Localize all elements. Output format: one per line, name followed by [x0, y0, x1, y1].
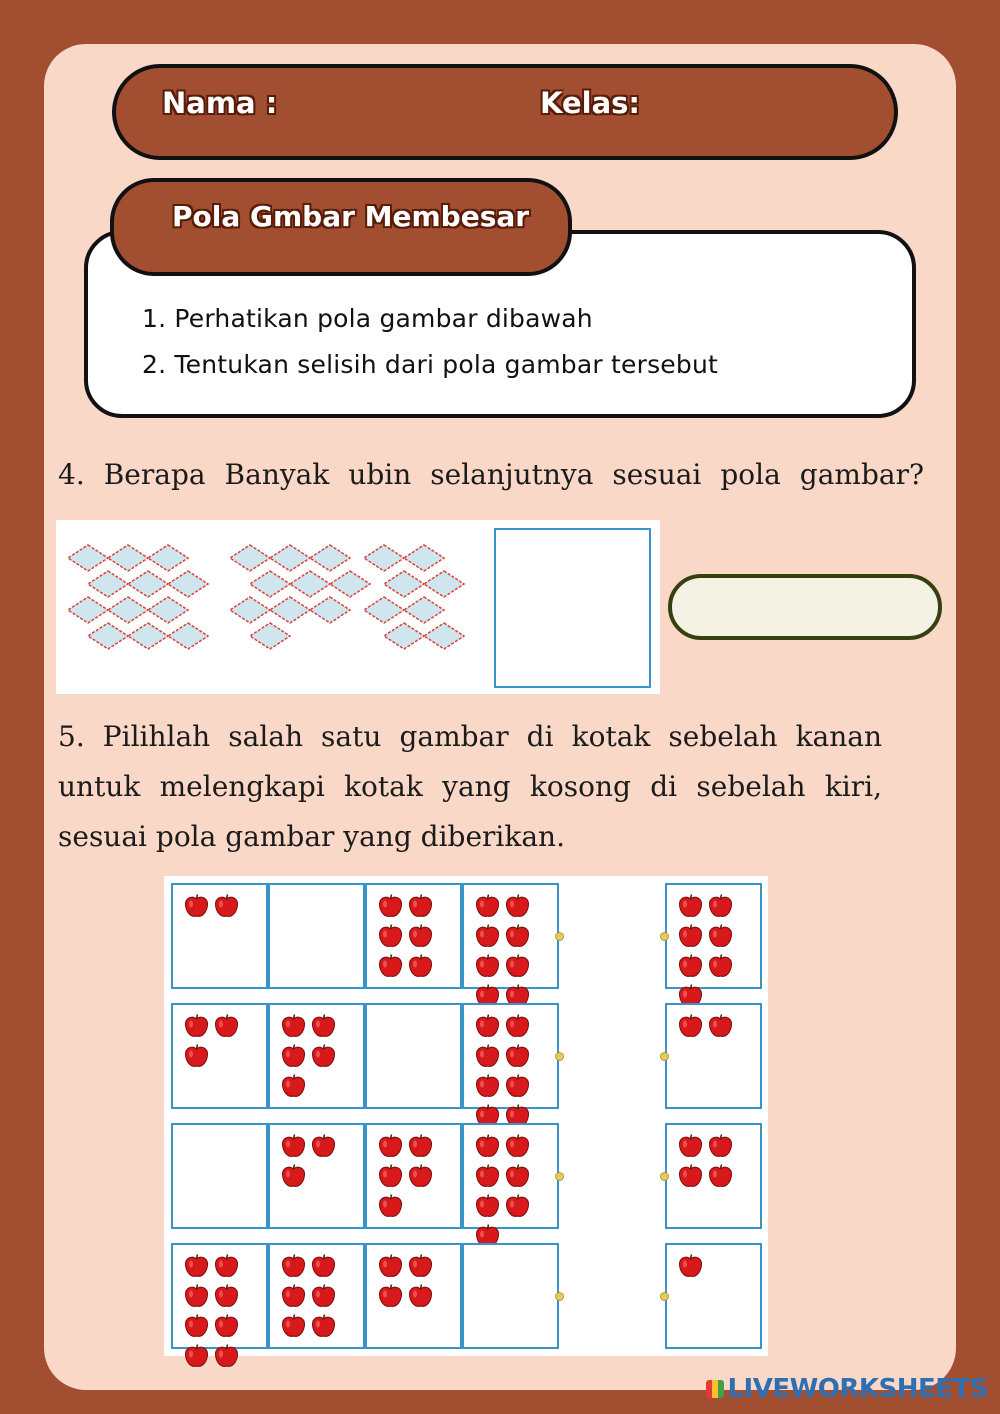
option-cell[interactable]	[665, 1003, 762, 1109]
apple-icon	[310, 1043, 337, 1070]
answer-field[interactable]	[672, 578, 942, 638]
option-cell[interactable]	[665, 1123, 762, 1229]
option-cell[interactable]	[665, 883, 762, 989]
pattern-cell	[462, 1123, 559, 1229]
pattern-cell	[365, 1123, 462, 1229]
apple-icon	[377, 923, 404, 950]
tile-rhombus	[364, 545, 404, 571]
tile-rhombus	[424, 623, 464, 649]
apple-icon	[310, 1313, 337, 1340]
apple-icon	[474, 1073, 501, 1100]
tile-rhombus	[384, 571, 424, 597]
apple-icon	[280, 1043, 307, 1070]
apple-icon	[504, 893, 531, 920]
apple-icon	[213, 1313, 240, 1340]
empty-answer-cell[interactable]	[462, 1243, 559, 1349]
apple-icon	[677, 1163, 704, 1190]
answer-input-q4[interactable]	[668, 574, 942, 640]
tile-rhombus	[68, 545, 108, 571]
pattern-cell	[268, 1243, 365, 1349]
apple-icon	[280, 1163, 307, 1190]
apple-icon	[677, 1133, 704, 1160]
apple-icon	[677, 923, 704, 950]
tile-rhombus	[108, 597, 148, 623]
apple-icon	[183, 893, 210, 920]
apple-icon	[407, 1163, 434, 1190]
tile-pattern-panel	[56, 520, 660, 694]
apple-icon	[377, 1253, 404, 1280]
apple-icon	[707, 1133, 734, 1160]
apple-icon	[310, 1253, 337, 1280]
apple-icon	[504, 1073, 531, 1100]
tile-rhombus	[290, 571, 330, 597]
apple-icon	[407, 1283, 434, 1310]
tile-group-3	[364, 545, 464, 649]
pattern-cell	[171, 883, 268, 989]
apple-icon	[377, 893, 404, 920]
instruction-item-2	[142, 350, 718, 379]
apple-icon	[504, 1013, 531, 1040]
empty-tile-box	[495, 529, 650, 687]
instruction-item-1	[142, 304, 593, 333]
apple-icon	[377, 1133, 404, 1160]
tile-rhombus	[404, 597, 444, 623]
tile-rhombus	[310, 545, 350, 571]
tile-rhombus	[88, 623, 128, 649]
match-dot-right[interactable]	[660, 1292, 669, 1301]
empty-answer-cell[interactable]	[171, 1123, 268, 1229]
apple-icon	[677, 893, 704, 920]
apple-icon	[474, 1133, 501, 1160]
apple-icon	[474, 1013, 501, 1040]
apple-icon	[504, 953, 531, 980]
tile-rhombus	[270, 597, 310, 623]
name-label: Nama :	[162, 86, 278, 120]
question-prompt: Berapa Banyak ubin selanjutnya sesuai pola gambar?	[103, 458, 924, 491]
brand-text: LIVEWORKSHEETS	[727, 1374, 988, 1404]
empty-answer-cell[interactable]	[365, 1003, 462, 1109]
match-dot-left[interactable]	[555, 932, 564, 941]
apple-icon	[504, 1043, 531, 1070]
pattern-cell	[171, 1243, 268, 1349]
question-number: 5.	[58, 720, 85, 753]
tile-rhombus	[404, 545, 444, 571]
apple-icon	[213, 1283, 240, 1310]
apple-icon	[280, 1253, 307, 1280]
tile-pattern-figure	[56, 520, 660, 694]
apple-icon	[707, 893, 734, 920]
tile-rhombus	[330, 571, 370, 597]
apple-icon	[474, 1043, 501, 1070]
apple-icon	[474, 953, 501, 980]
apple-icon	[407, 893, 434, 920]
option-cell[interactable]	[665, 1243, 762, 1349]
tile-rhombus	[384, 623, 424, 649]
apple-icon	[504, 1193, 531, 1220]
tile-rhombus	[230, 545, 270, 571]
apple-icon	[213, 893, 240, 920]
worksheet-title: Pola Gmbar Membesar	[172, 200, 530, 233]
tile-rhombus	[68, 597, 108, 623]
apple-icon	[280, 1313, 307, 1340]
question-prompt: Pilihlah salah satu gambar di kotak sebelah kanan untuk melengkapi kotak yang kosong di sebelah kiri, sesuai pola gambar yang diberikan.	[58, 720, 882, 853]
apple-icon	[183, 1343, 210, 1370]
apple-icon	[213, 1253, 240, 1280]
apple-pattern-panel	[164, 876, 768, 1356]
tile-rhombus	[424, 571, 464, 597]
match-dot-left[interactable]	[555, 1172, 564, 1181]
instruction-number: 1.	[142, 304, 167, 333]
apple-icon	[377, 1193, 404, 1220]
empty-answer-cell[interactable]	[268, 883, 365, 989]
apple-icon	[707, 1013, 734, 1040]
tile-rhombus	[250, 623, 290, 649]
pattern-cell	[462, 883, 559, 989]
match-dot-right[interactable]	[660, 1052, 669, 1061]
apple-icon	[407, 953, 434, 980]
match-dot-left[interactable]	[555, 1052, 564, 1061]
apple-icon	[377, 953, 404, 980]
pattern-cell	[171, 1003, 268, 1109]
apple-icon	[474, 893, 501, 920]
apple-icon	[310, 1013, 337, 1040]
apple-icon	[677, 1013, 704, 1040]
apple-icon	[707, 923, 734, 950]
apple-icon	[183, 1313, 210, 1340]
apple-icon	[677, 953, 704, 980]
question-5-text	[58, 712, 882, 862]
tile-rhombus	[148, 597, 188, 623]
apple-icon	[280, 1133, 307, 1160]
apple-icon	[183, 1283, 210, 1310]
tile-rhombus	[310, 597, 350, 623]
apple-icon	[310, 1133, 337, 1160]
question-4-text	[58, 450, 924, 500]
apple-icon	[213, 1343, 240, 1370]
apple-icon	[504, 1163, 531, 1190]
tile-rhombus	[250, 571, 290, 597]
tile-group-2	[230, 545, 370, 649]
tile-group-1	[68, 545, 208, 649]
tile-rhombus	[230, 597, 270, 623]
pattern-cell	[462, 1003, 559, 1109]
tile-rhombus	[108, 545, 148, 571]
apple-icon	[407, 923, 434, 950]
pattern-cell	[365, 883, 462, 989]
apple-icon	[407, 1133, 434, 1160]
class-label: Kelas:	[540, 86, 640, 120]
instruction-number: 2.	[142, 350, 167, 379]
apple-icon	[677, 1253, 704, 1280]
tile-rhombus	[128, 623, 168, 649]
pattern-cell	[268, 1003, 365, 1109]
apple-icon	[280, 1283, 307, 1310]
tile-rhombus	[148, 545, 188, 571]
apple-icon	[183, 1253, 210, 1280]
liveworksheets-icon	[706, 1380, 724, 1398]
apple-icon	[310, 1283, 337, 1310]
apple-icon	[280, 1073, 307, 1100]
apple-icon	[377, 1163, 404, 1190]
apple-icon	[504, 923, 531, 950]
match-dot-right[interactable]	[660, 1172, 669, 1181]
apple-icon	[474, 1163, 501, 1190]
tile-rhombus	[128, 571, 168, 597]
apple-icon	[377, 1283, 404, 1310]
tile-rhombus	[270, 545, 310, 571]
pattern-cell	[268, 1123, 365, 1229]
tile-rhombus	[88, 571, 128, 597]
apple-icon	[213, 1013, 240, 1040]
question-number: 4.	[58, 458, 85, 491]
match-dot-left[interactable]	[555, 1292, 564, 1301]
instruction-text: Tentukan selisih dari pola gambar tersebut	[174, 350, 719, 379]
apple-icon	[504, 1133, 531, 1160]
match-dot-right[interactable]	[660, 932, 669, 941]
instruction-text: Perhatikan pola gambar dibawah	[174, 304, 593, 333]
pattern-cell	[365, 1243, 462, 1349]
apple-icon	[280, 1013, 307, 1040]
apple-icon	[183, 1013, 210, 1040]
apple-icon	[183, 1043, 210, 1070]
liveworksheets-logo	[706, 1374, 988, 1404]
tile-rhombus	[168, 571, 208, 597]
tile-rhombus	[168, 623, 208, 649]
apple-icon	[474, 1193, 501, 1220]
apple-icon	[707, 1163, 734, 1190]
tile-rhombus	[364, 597, 404, 623]
apple-icon	[407, 1253, 434, 1280]
apple-icon	[707, 953, 734, 980]
apple-icon	[474, 923, 501, 950]
